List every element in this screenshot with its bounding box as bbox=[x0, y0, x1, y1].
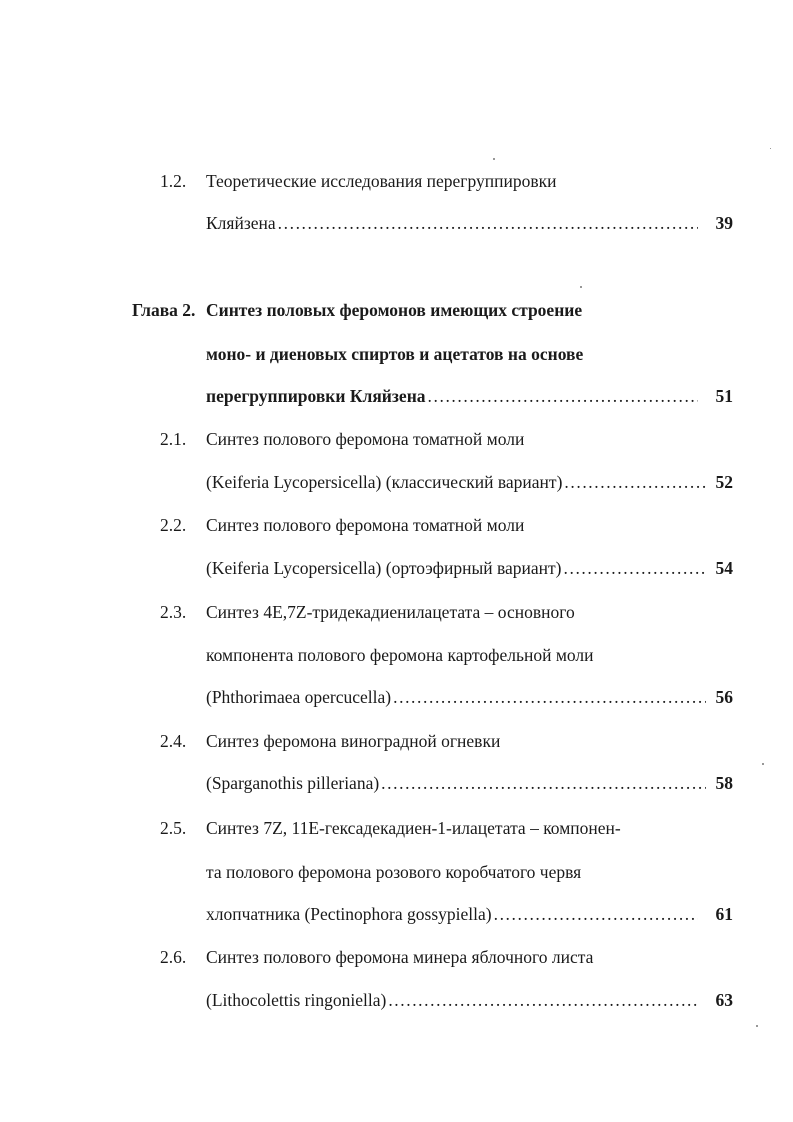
page-number: 61 bbox=[715, 904, 733, 924]
section-title: Синтез феромона виноградной огневки bbox=[206, 731, 501, 751]
section-number: 2.3. bbox=[160, 602, 187, 622]
section-title-cont: (Phthorimaea opercucella) bbox=[206, 687, 392, 707]
scan-speck bbox=[756, 1025, 758, 1027]
section-title-leader bbox=[206, 686, 706, 708]
section-title-cont: (Keiferia Lycopersicella) (ортоэфирный вариант) bbox=[206, 558, 562, 578]
section-title: Синтез 4E,7Z-тридекадиенилацетата – основного bbox=[206, 602, 575, 622]
section-title: Синтез полового феромона томатной моли bbox=[206, 515, 525, 535]
page-number: 58 bbox=[715, 773, 733, 793]
dot-leader bbox=[562, 557, 707, 579]
section-title-cont: Кляйзена bbox=[206, 213, 276, 233]
section-number: 2.5. bbox=[160, 818, 187, 838]
chapter-title-line2: моно- и диеновых спиртов и ацетатов на основе bbox=[206, 344, 584, 364]
section-title: Теоретические исследования перегруппировки bbox=[206, 171, 557, 191]
scan-speck bbox=[493, 158, 495, 160]
section-title-cont: (Keiferia Lycopersicella) (классический вариант) bbox=[206, 472, 563, 492]
page-number: 54 bbox=[715, 558, 733, 578]
section-number: 2.1. bbox=[160, 429, 187, 449]
chapter-label: Глава 2. bbox=[132, 300, 196, 320]
section-title-line2: компонента полового феромона картофельной моли bbox=[206, 645, 594, 665]
chapter-title-line1: Синтез половых феромонов имеющих строение bbox=[206, 300, 583, 320]
section-title: Синтез 7Z, 11E-гексадекадиен-1-илацетата – компонен- bbox=[206, 818, 621, 838]
page-number: 52 bbox=[715, 472, 733, 492]
section-title-cont: (Sparganothis pilleriana) bbox=[206, 773, 380, 793]
chapter-title-line3: перегруппировки Кляйзена bbox=[206, 386, 426, 406]
section-title-leader bbox=[206, 903, 698, 925]
section-title-line2: та полового феромона розового коробчатого червя bbox=[206, 862, 582, 882]
section-title: Синтез полового феромона томатной моли bbox=[206, 429, 525, 449]
page-number: 63 bbox=[715, 990, 733, 1010]
section-number: 2.6. bbox=[160, 947, 187, 967]
scan-speck bbox=[580, 286, 582, 288]
scan-speck bbox=[762, 763, 764, 765]
scan-speck bbox=[770, 148, 771, 149]
dot-leader bbox=[562, 471, 706, 493]
section-title-leader bbox=[206, 557, 706, 579]
section-title-cont: (Lithocolettis ringoniella) bbox=[206, 990, 387, 1010]
section-title-leader bbox=[206, 989, 698, 1011]
page-number: 51 bbox=[715, 386, 733, 406]
dot-leader bbox=[386, 989, 698, 1011]
dot-leader bbox=[276, 212, 698, 234]
dot-leader bbox=[391, 686, 706, 708]
dot-leader bbox=[426, 385, 698, 407]
section-number: 2.4. bbox=[160, 731, 187, 751]
section-title: Синтез полового феромона минера яблочного листа bbox=[206, 947, 594, 967]
section-title-leader bbox=[206, 772, 706, 794]
page-number: 39 bbox=[715, 213, 733, 233]
section-title-cont: хлопчатника (Pectinophora gossypiella) bbox=[206, 904, 492, 924]
chapter-title-leader bbox=[206, 385, 698, 407]
page-number: 56 bbox=[715, 687, 733, 707]
dot-leader bbox=[492, 903, 698, 925]
section-number: 1.2. bbox=[160, 171, 187, 191]
section-number: 2.2. bbox=[160, 515, 187, 535]
section-title-leader bbox=[206, 212, 698, 234]
dot-leader bbox=[379, 772, 706, 794]
section-title-leader bbox=[206, 471, 706, 493]
